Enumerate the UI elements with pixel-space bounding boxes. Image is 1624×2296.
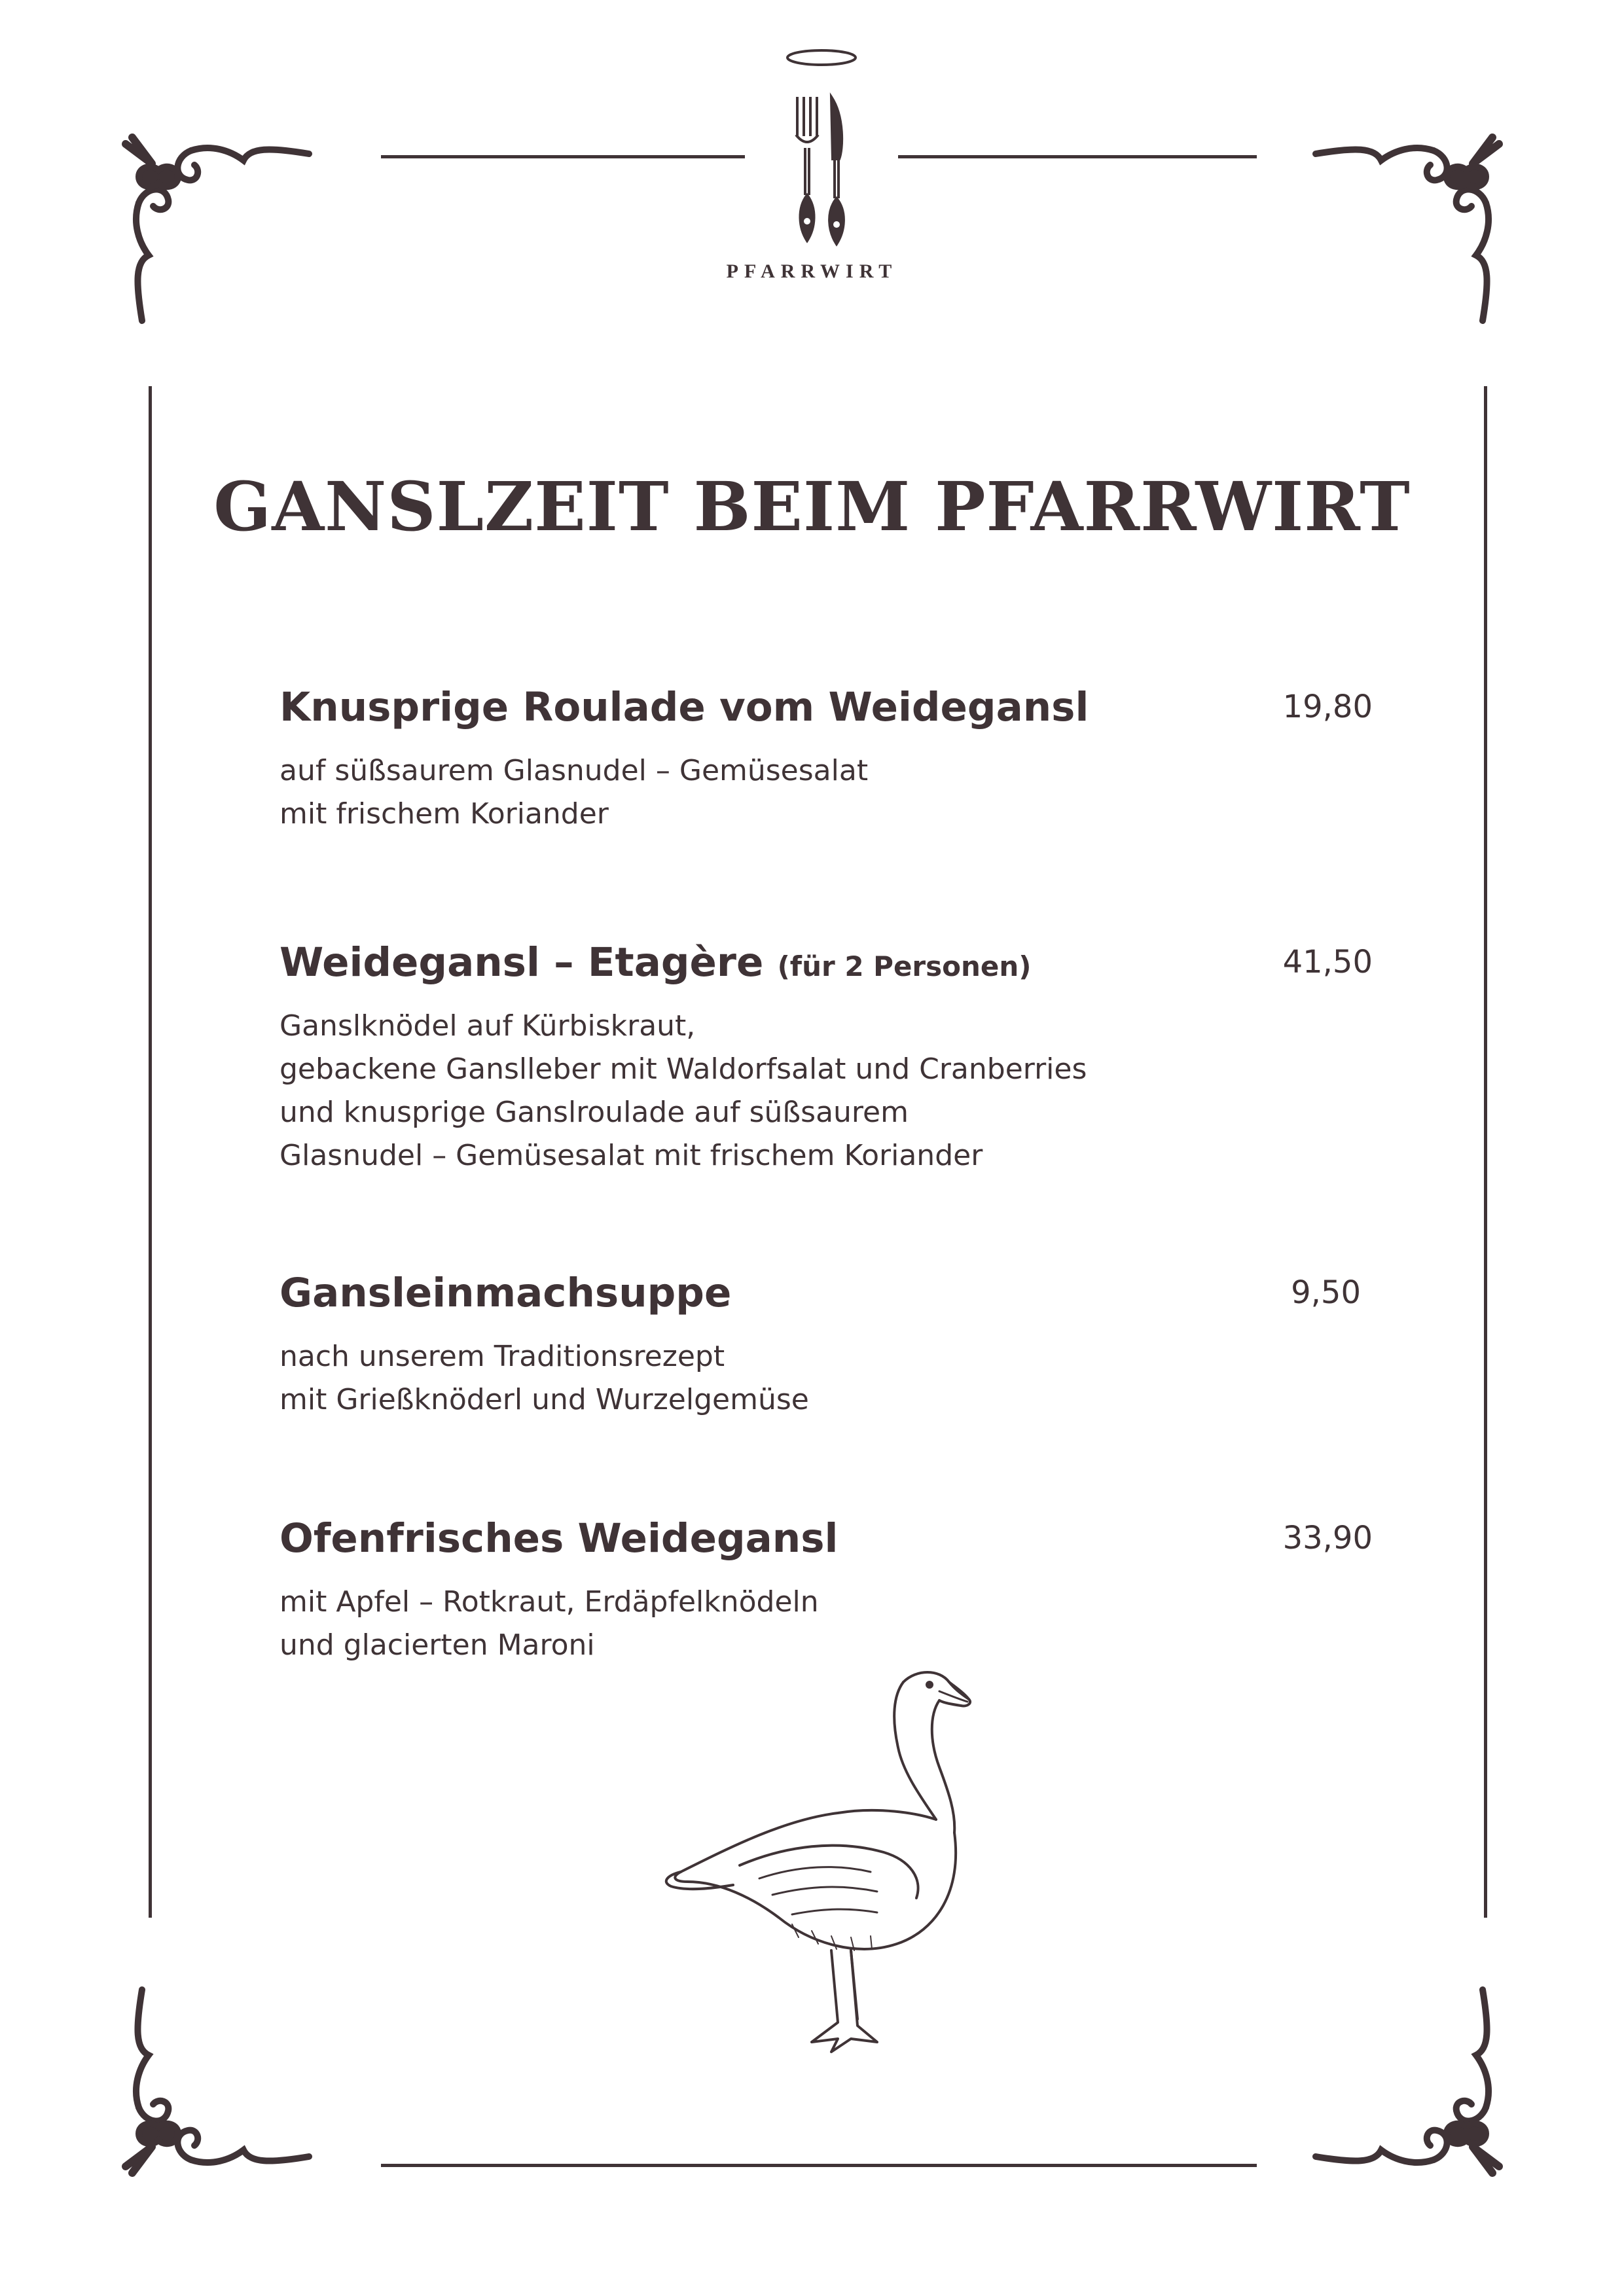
- goose-illustration-icon: [641, 1656, 1008, 2075]
- menu-item-name: Knusprige Roulade vom Weidegansl: [280, 684, 1089, 730]
- menu-item-name: Weidegansl – Etagère (für 2 Personen): [280, 939, 1032, 986]
- description-line: Glasnudel – Gemüsesalat mit frischem Koriander: [280, 1139, 983, 1172]
- corner-ornament-icon: [1303, 1977, 1512, 2186]
- corner-ornament-icon: [113, 124, 322, 334]
- cutlery-logo-icon: [772, 45, 871, 254]
- right-frame-rule: [1484, 386, 1487, 1918]
- menu-item-price: 33,90: [1282, 1520, 1373, 1556]
- menu-item: [280, 684, 1373, 836]
- description-line: und knusprige Ganslroulade auf süßsaurem: [280, 1096, 909, 1129]
- description-line: auf süßsaurem Glasnudel – Gemüsesalat: [280, 754, 869, 787]
- menu-item-description: [280, 749, 1373, 836]
- top-rule-left: [381, 155, 745, 158]
- menu-item-name: Gansleinmachsuppe: [280, 1270, 732, 1316]
- menu-item-price: 41,50: [1282, 944, 1373, 980]
- menu-item-price: 9,50: [1291, 1274, 1361, 1311]
- description-line: gebackene Ganslleber mit Waldorfsalat und Cranberries: [280, 1052, 1087, 1086]
- description-line: und glacierten Maroni: [280, 1628, 595, 1662]
- menu-item-name: Ofenfrisches Weidegansl: [280, 1515, 839, 1562]
- menu-item: [280, 939, 1373, 1177]
- description-line: nach unserem Traditionsrezept: [280, 1340, 725, 1373]
- menu-item-description: [280, 1005, 1373, 1177]
- left-frame-rule: [149, 386, 152, 1918]
- corner-ornament-icon: [113, 1977, 322, 2186]
- menu-item-note: (für 2 Personen): [777, 950, 1032, 982]
- description-line: Ganslknödel auf Kürbiskraut,: [280, 1009, 696, 1043]
- description-line: mit Grießknöderl und Wurzelgemüse: [280, 1383, 809, 1416]
- menu-item-description: [280, 1581, 1373, 1667]
- brand-name: PFARRWIRT: [726, 260, 898, 282]
- menu-item-description: [280, 1335, 1373, 1422]
- description-line: mit frischem Koriander: [280, 797, 609, 831]
- menu-item-price: 19,80: [1282, 689, 1373, 725]
- bottom-rule: [381, 2164, 1257, 2167]
- top-rule-right: [898, 155, 1257, 158]
- menu-item: [280, 1270, 1373, 1422]
- description-line: mit Apfel – Rotkraut, Erdäpfelknödeln: [280, 1585, 819, 1619]
- corner-ornament-icon: [1303, 124, 1512, 334]
- page-title: GANSLZEIT BEIM PFARRWIRT: [213, 467, 1411, 547]
- menu-item: [280, 1515, 1373, 1667]
